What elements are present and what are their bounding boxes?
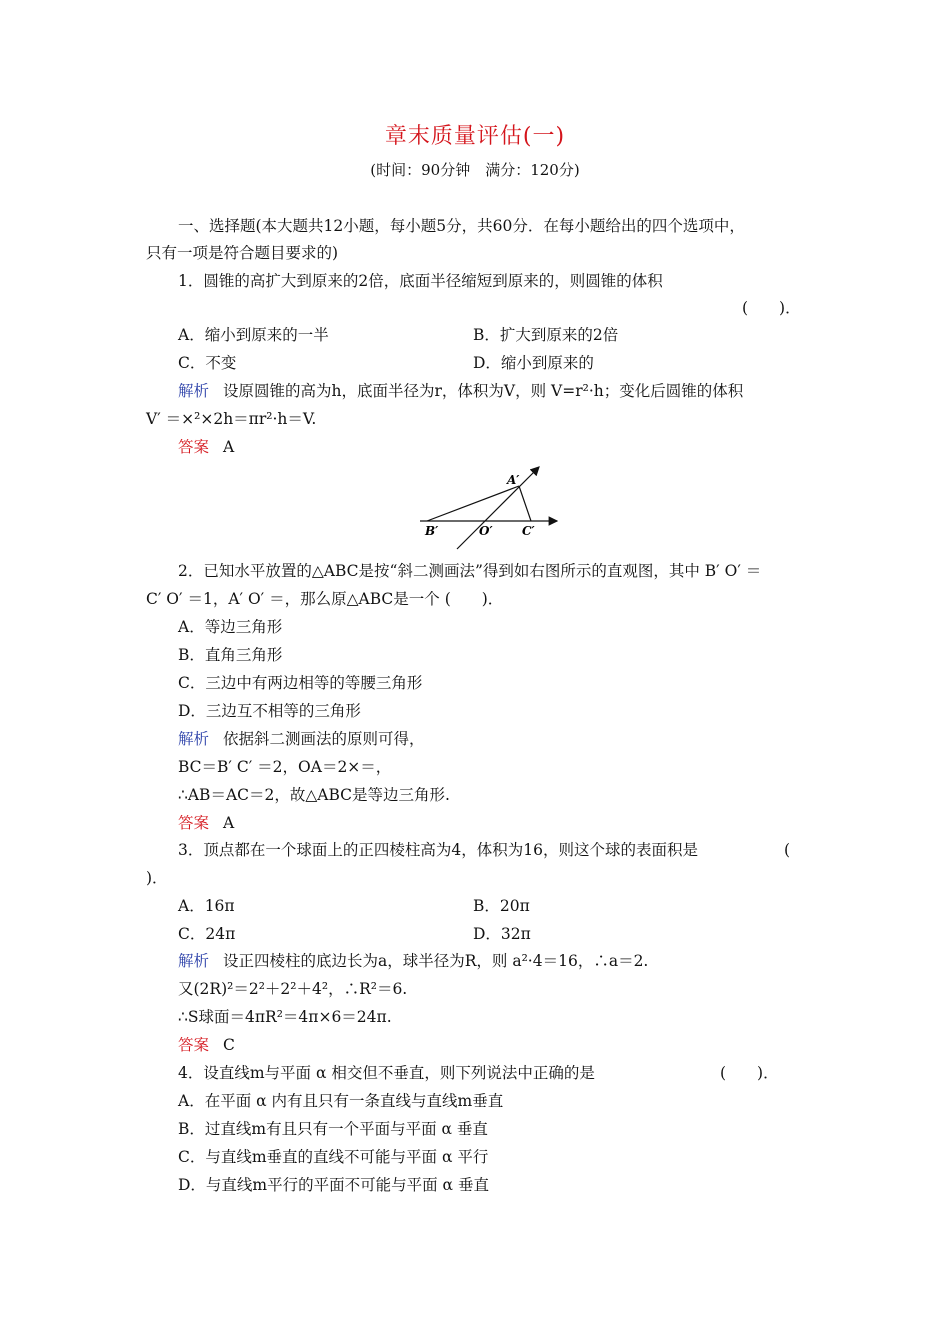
q3-option-b: B．20π bbox=[473, 897, 530, 915]
point-o-label: O′ bbox=[479, 524, 493, 538]
q2-option-c: C．三边中有两边相等的等腰三角形 bbox=[178, 674, 423, 692]
q2-analysis-line2: BC＝B′ C′ ＝2，OA＝2×＝， bbox=[178, 758, 392, 776]
q2-option-d: D．三边互不相等的三角形 bbox=[178, 702, 361, 720]
q2-analysis-text: 依据斜二测画法的原则可得， bbox=[223, 730, 425, 748]
analysis-label: 解析 bbox=[178, 730, 210, 748]
q1-option-a: A．缩小到原来的一半 bbox=[178, 326, 329, 344]
answer-label: 答案 bbox=[178, 438, 210, 456]
q3-analysis-text: 设正四棱柱的底边长为a，球半径为R，则 a²·4＝16，∴a＝2. bbox=[223, 952, 649, 970]
q3-answer-line bbox=[178, 1035, 235, 1055]
q1-answer-line bbox=[178, 437, 234, 457]
q1-option-c: C．不变 bbox=[178, 354, 237, 372]
q2-answer-line bbox=[178, 813, 234, 833]
q4-option-a: A．在平面 α 内有且只有一条直线与直线m垂直 bbox=[178, 1092, 504, 1110]
q1-analysis-line2: V′ ＝×²×2h＝πr²·h＝V. bbox=[146, 410, 317, 428]
q3-paren-open: ( bbox=[784, 841, 791, 859]
q1-answer: A bbox=[223, 438, 235, 456]
q3-option-a: A．16π bbox=[178, 897, 235, 915]
segment-b-a bbox=[427, 486, 519, 521]
q3-analysis-line3: ∴S球面＝4πR²＝4π×6＝24π. bbox=[178, 1008, 392, 1026]
q3-answer: C bbox=[223, 1036, 235, 1054]
answer-label: 答案 bbox=[178, 1036, 210, 1054]
q1-answer-blank: ( )． bbox=[742, 299, 801, 317]
q2-option-a: A．等边三角形 bbox=[178, 618, 283, 636]
q1-analysis-text: 设原圆锥的高为h，底面半径为r，体积为V，则 V=r²·h；变化后圆锥的体积 bbox=[223, 382, 744, 400]
section-instructions-line1: 一、选择题(本大题共12小题，每小题5分，共60分．在每小题给出的四个选项中， bbox=[178, 217, 745, 235]
q4-answer-blank: ( )． bbox=[720, 1064, 779, 1082]
q2-answer: A bbox=[223, 814, 235, 832]
point-c-label: C′ bbox=[522, 524, 535, 538]
exam-meta: (时间：90分钟 满分：120分) bbox=[370, 161, 580, 179]
q2-stem-line2: C′ O′ ＝1，A′ O′ ＝，那么原△ABC是一个 ( )． bbox=[146, 590, 504, 608]
q2-analysis-line1 bbox=[178, 729, 425, 749]
q3-analysis-line1 bbox=[178, 951, 648, 971]
q2-stem-line1: 2．已知水平放置的△ABC是按“斜二测画法”得到如右图所示的直观图，其中 B′ O′ ＝ bbox=[178, 562, 762, 580]
q2-analysis-line3: ∴AB＝AC＝2，故△ABC是等边三角形. bbox=[178, 786, 450, 804]
q3-paren-close: )． bbox=[146, 869, 168, 887]
q3-analysis-line2: 又(2R)²＝2²＋2²＋4²，∴R²＝6. bbox=[178, 980, 408, 998]
q1-option-b: B．扩大到原来的2倍 bbox=[473, 326, 619, 344]
q3-stem: 3．顶点都在一个球面上的正四棱柱高为4，体积为16，则这个球的表面积是 bbox=[178, 841, 698, 859]
q3-option-c: C．24π bbox=[178, 925, 236, 943]
analysis-label: 解析 bbox=[178, 382, 210, 400]
analysis-label: 解析 bbox=[178, 952, 210, 970]
page-title: 章末质量评估(一) bbox=[384, 124, 566, 149]
q4-option-b: B．过直线m有且只有一个平面与平面 α 垂直 bbox=[178, 1120, 488, 1138]
segment-a-c bbox=[519, 486, 531, 521]
q4-stem: 4．设直线m与平面 α 相交但不垂直，则下列说法中正确的是 bbox=[178, 1064, 595, 1082]
q1-analysis-line1 bbox=[178, 381, 743, 401]
q4-option-d: D．与直线m平行的平面不可能与平面 α 垂直 bbox=[178, 1176, 489, 1194]
section-instructions-line2: 只有一项是符合题目要求的) bbox=[146, 244, 339, 262]
q2-option-b: B．直角三角形 bbox=[178, 646, 283, 664]
q3-option-d: D．32π bbox=[473, 925, 531, 943]
q1-option-d: D．缩小到原来的 bbox=[473, 354, 594, 372]
q4-option-c: C．与直线m垂直的直线不可能与平面 α 平行 bbox=[178, 1148, 489, 1166]
answer-label: 答案 bbox=[178, 814, 210, 832]
point-a-label: A′ bbox=[507, 473, 520, 487]
point-b-label: B′ bbox=[425, 524, 439, 538]
q1-stem: 1．圆锥的高扩大到原来的2倍，底面半径缩短到原来的，则圆锥的体积 bbox=[178, 272, 663, 290]
oblique-projection-figure bbox=[415, 462, 565, 552]
